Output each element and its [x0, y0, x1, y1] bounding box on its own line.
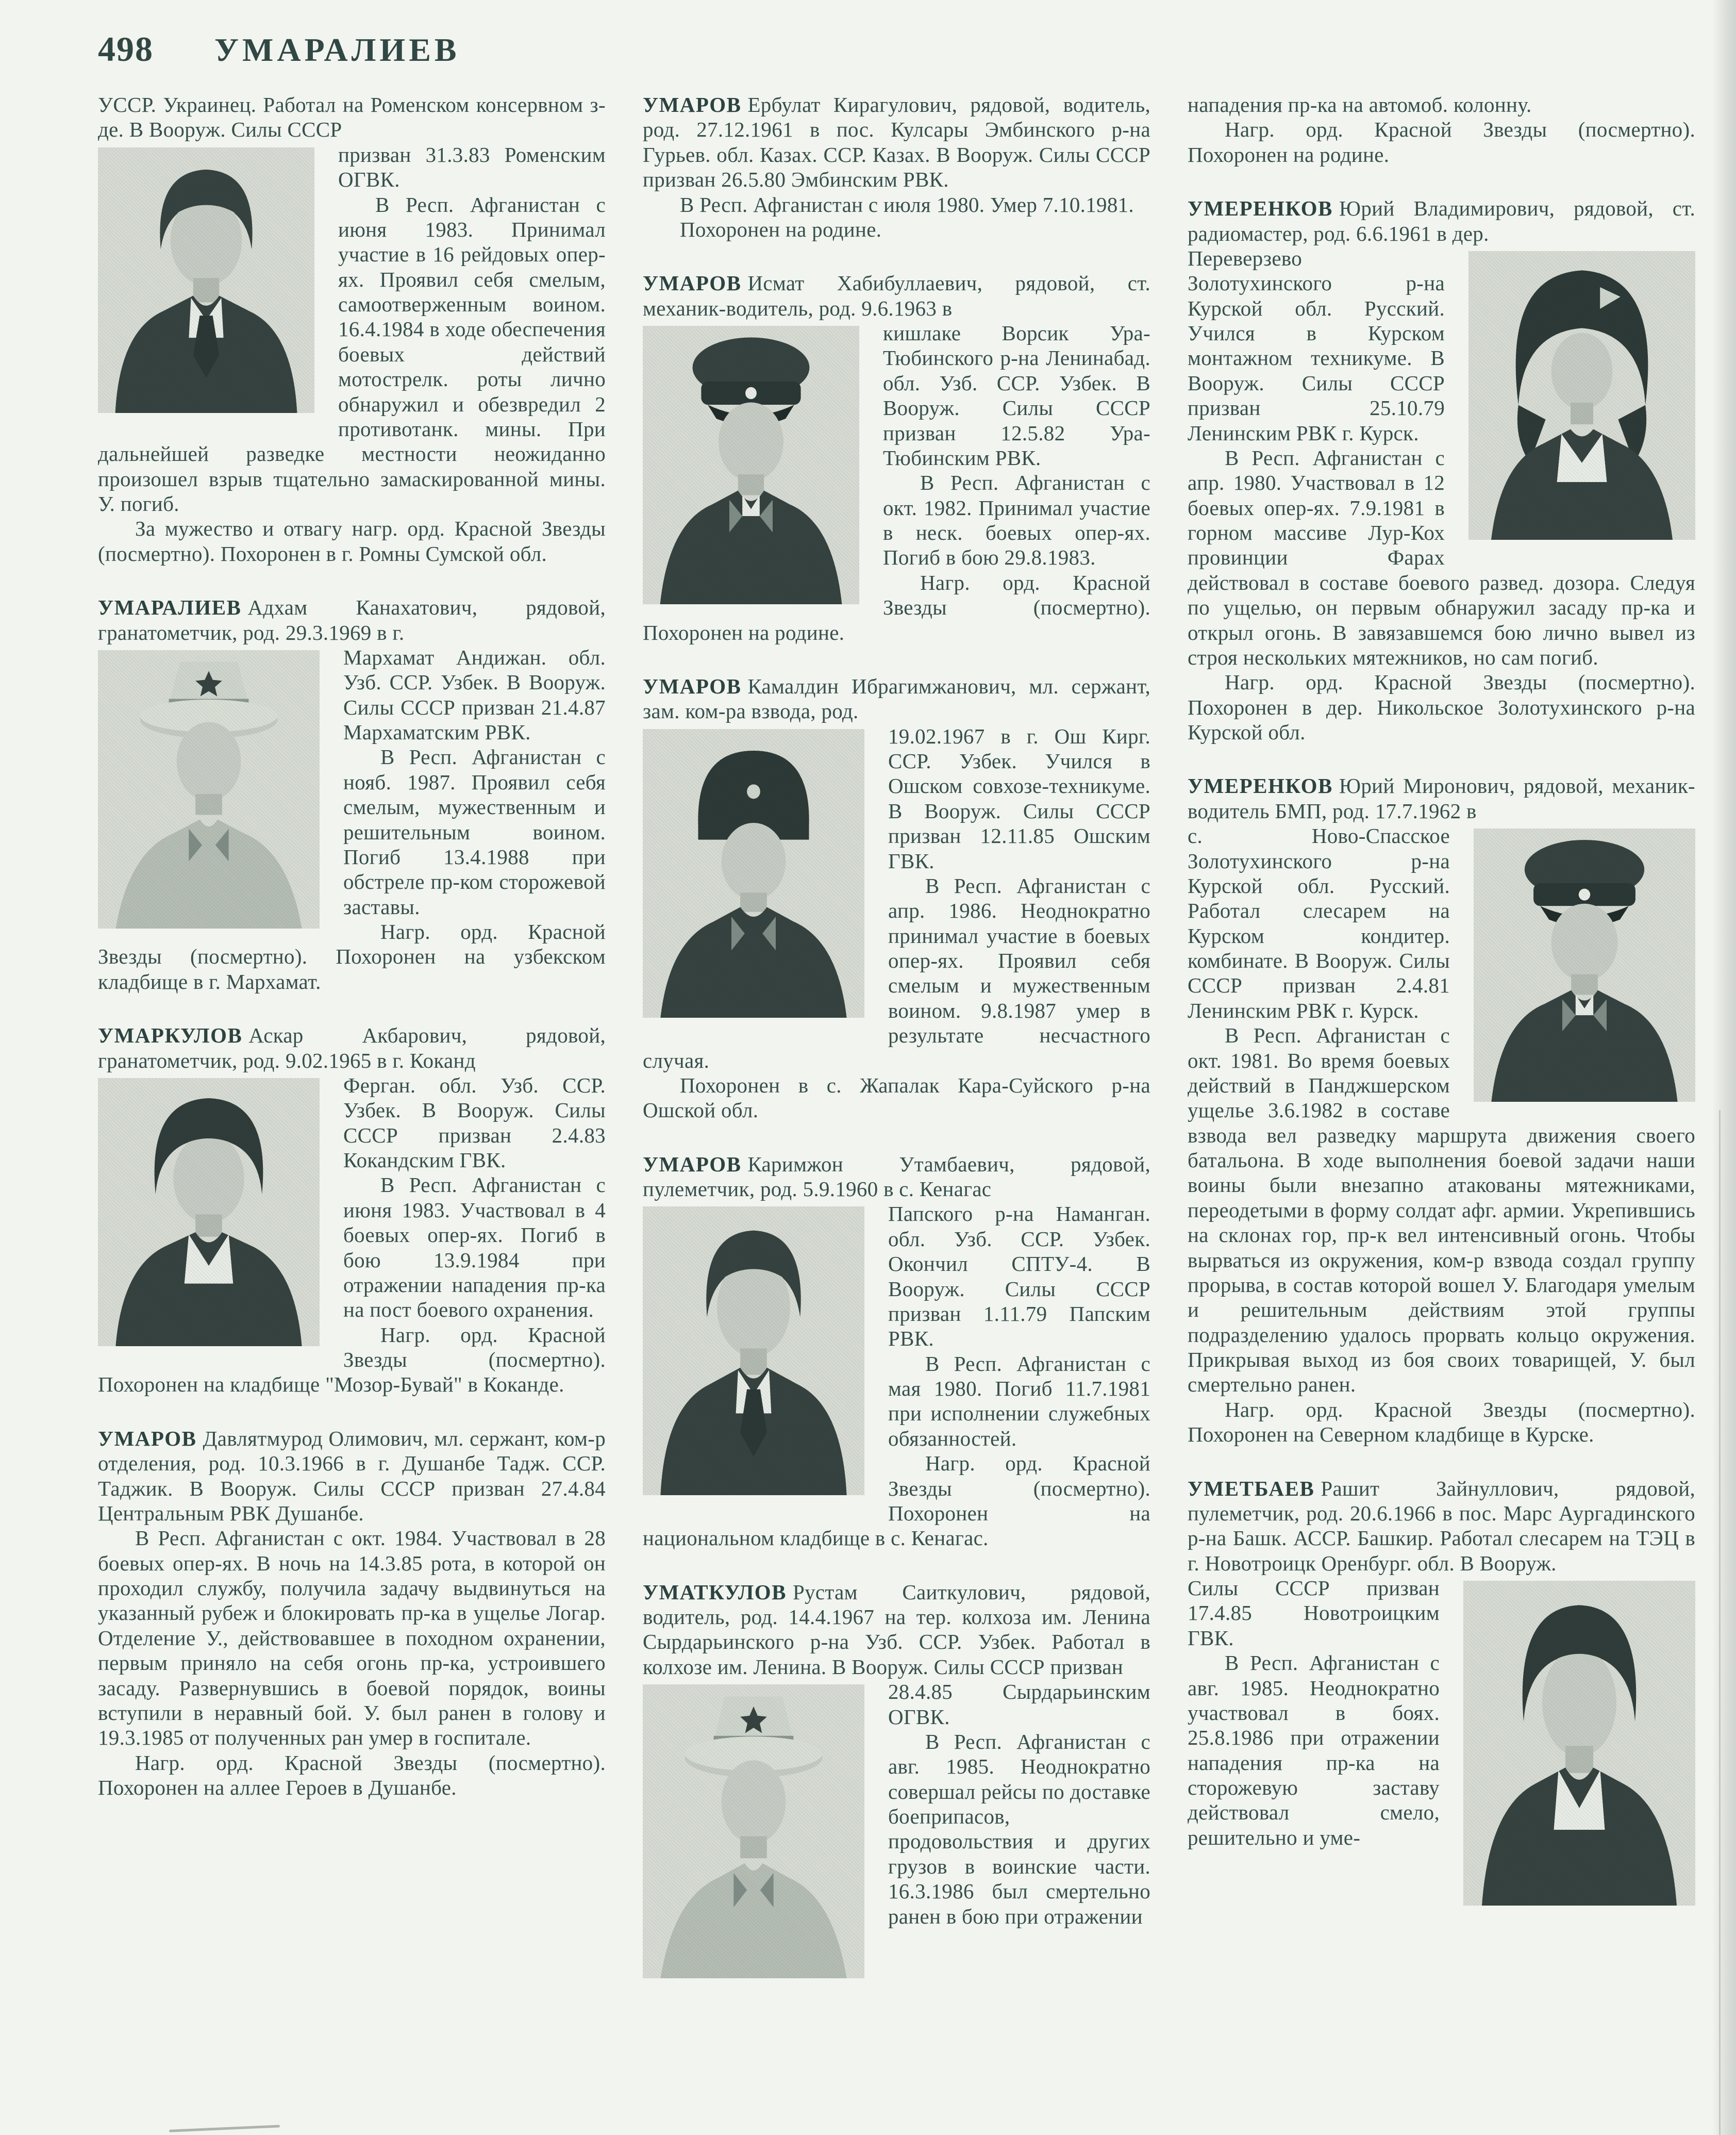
entry-paragraph: 28.4.85 Сырдарьинским ОГВК.	[888, 1680, 1150, 1729]
entry-surname: УМЕРЕНКОВ	[1188, 196, 1333, 221]
entry-lead-text: Юрий Миронович, рядовой, механик-водитель БМП, род. 17.7.1962 в	[1188, 774, 1695, 823]
entry-paragraph: В Респ. Афганистан с авг. 1985. Неоднократно совершал рейсы по доставке боеприпасов, продовольствия и других грузов в воинские части. 16.3.1986 был смертельно ранен в бою при отражении	[888, 1729, 1150, 1928]
scan-artifact-smudge	[169, 2125, 280, 2132]
entry-lead-text: Давлятмурод Олимович, мл. сержант, ком-р отделения, род. 10.3.1966 в г. Душанбе Тадж. ССР. Таджик. В Вооруж. Силы СССР призван 27.4.84 Центральным РВК Душанбе.	[98, 1426, 606, 1525]
entry-paragraph: Нагр. орд. Красной Звезды (посмертно). Похоронен на родине.	[1188, 118, 1695, 167]
entry-surname: УМЕРЕНКОВ	[1188, 774, 1333, 798]
entry-paragraph: Похоронен на родине.	[680, 217, 882, 241]
photo-portrait-suit	[98, 147, 314, 413]
entry-paragraph: с. Ново-Спасское Золотухинского р-на Курской обл. Русский. Работал слесарем на Курском кондитер. комбинате. В Вооруж. Силы СССР призван 2.4.81 Ленинским РВК г. Курск.	[1188, 824, 1450, 1022]
entry-heading	[98, 595, 606, 645]
entry-umarov-ismat	[643, 271, 1150, 645]
entry-paragraph: Похоронен в с. Жапалак Кара-Суйского р-на Ошской обл.	[643, 1073, 1150, 1122]
entry-umarkulov	[98, 1023, 606, 1397]
scan-page-edge-line	[1719, 1110, 1721, 2135]
entry-umerenkov-mironovich	[1188, 773, 1695, 1447]
entry-heading	[98, 1023, 606, 1073]
entry-paragraph: В Респ. Афганистан с окт. 1981. Во время боевых действий в Панджшерском ущелье 3.6.1982 в составе взвода вел разведку маршрута движения своего батальона. В ходе выполнения боевой задачи наши воины были внезапно атакованы мятежниками, переодетыми в форму солдат афг. армии. Укрепившись на склонах гор, пр-к вел интенсивный огонь. Чтобы вырваться из окружения, ком-р взвода создал группу прорыва, в состав которой вошел У. Благодаря умелым и решительным действиям этой группы подразделению удалось прорвать кольцо окружения. Прикрывая выход из боя своих товарищей, У. был смертельно ранен.	[1188, 1023, 1695, 1397]
photo-portrait-beret-badge	[1468, 251, 1695, 540]
entry-paragraph: Нагр. орд. Красной Звезды (посмертно). Похоронен в дер. Никольское Золотухинского р-на Курской обл.	[1188, 670, 1695, 744]
entry-umarov-kamaldin	[643, 674, 1150, 1123]
entry-surname: УМАТКУЛОВ	[643, 1580, 787, 1604]
photo-portrait-civilian-jacket	[1463, 1581, 1695, 1906]
entry-lead-text: Аскар Акбарович, рядовой, гранатометчик, род. 9.02.1965 в г. Коканд	[98, 1023, 606, 1072]
entry-lead-text: Адхам Канахатович, рядовой, гранатометчик, род. 29.3.1969 в г.	[98, 595, 606, 644]
entry-lead-text: Рашит Зайнуллович, рядовой, пулеметчик, род. 20.6.1966 в пос. Марс Аургадинского р-на Башк. АССР. Башкир. Работал слесарем на ТЭЦ в г. Новотроицк Оренбург. обл. В Вооруж.	[1188, 1476, 1695, 1575]
entry-heading	[643, 674, 1150, 724]
page-masthead	[98, 29, 1696, 70]
scan-page-edge-shadow	[1712, 0, 1736, 2135]
entry-heading	[643, 1580, 1150, 1680]
entry-lead-text: Ербулат Кирагулович, рядовой, водитель, род. 27.12.1961 в пос. Кулсары Эмбинского р-на Гурьев. обл. Казах. ССР. Казах. В Вооруж. Силы СССР призван 26.5.80 Эмбинским РВК.	[643, 93, 1150, 192]
entry-heading	[98, 92, 606, 142]
entry-paragraph: Нагр. орд. Красной Звезды (посмертно). Похоронен на узбекском кладбище в г. Мархамат.	[98, 920, 606, 994]
entry-paragraph: Нагр. орд. Красной Звезды (посмертно). Похоронен на аллее Героев в Душанбе.	[98, 1750, 606, 1799]
photo-portrait-panama-star	[643, 1684, 864, 1978]
entry-paragraph: За мужество и отвагу нагр. орд. Красной Звезды (посмертно). Похоронен в г. Ромны Сумской обл.	[98, 517, 606, 566]
photo-portrait-panama-star	[98, 650, 320, 929]
entry-heading	[643, 1152, 1150, 1202]
entry-paragraph: Мархамат Андижан. обл. Узб. ССР. Узбек. В Вооруж. Силы СССР призван 21.4.87 Мархаматским РВК.	[343, 645, 606, 744]
entry-umatkulov	[643, 1580, 1150, 1987]
entry-umarov-davlyatmurod	[98, 1426, 606, 1800]
entry-lead-text: Исмат Хабибуллаевич, рядовой, ст. механик-водитель, род. 9.6.1963 в	[643, 271, 1150, 320]
entry-lead-text: Рустам Саиткулович, рядовой, водитель, род. 14.4.1967 на тер. колхоза им. Ленина Сырдарьинского р-на Узб. ССР. Узбек. Работал в колхозе им. Ленина. В Вооруж. Силы СССР призван	[643, 1580, 1150, 1679]
column-2	[643, 92, 1150, 1987]
entry-surname: УМЕТБАЕВ	[1188, 1476, 1315, 1500]
photo-portrait-dark-hair	[98, 1078, 320, 1346]
entry-umatkulov-continuation	[1188, 92, 1695, 167]
photo-portrait-peaked-cap	[643, 326, 859, 604]
entry-paragraph: В Респ. Афганистан с мая 1980. Погиб 11.7.1981 при исполнении служебных обязанностей.	[888, 1351, 1150, 1450]
entry-umaraliev-cont	[98, 92, 606, 566]
entry-umaraliev-adham	[98, 595, 606, 994]
entry-surname: УМАРАЛИЕВ	[98, 595, 242, 620]
entry-heading	[1188, 773, 1695, 823]
entry-paragraph: кишлаке Ворсик Ура-Тюбинского р-на Ленинабад. обл. Узб. ССР. Узбек. В Вооруж. Силы СССР призван 12.5.82 Ура-Тюбинским РВК.	[883, 321, 1150, 470]
entry-paragraph: В Респ. Афганистан с апр. 1980. Участвовал в 12 боевых опер-ях. 7.9.1981 в горном массиве Лур-Кох провинции Фарах действовал в составе боевого развед. дозора. Следуя по ущелью, он первым обнаружил засаду пр-ка и открыл огонь. В завязавшемся бою лично вывел из строя нескольких мятежников, но сам погиб.	[1188, 445, 1695, 669]
entry-umerenkov-vladimirovich	[1188, 196, 1695, 744]
entry-paragraph: Папского р-на Наманган. обл. Узб. ССР. Узбек. Окончил СПТУ-4. В Вооруж. Силы СССР призван 1.11.79 Папским РВК.	[888, 1202, 1150, 1351]
entry-heading	[98, 1426, 606, 1526]
entry-paragraph: В Респ. Афганистан с июня 1983. Участвовал в 4 боевых опер-ях. Погиб в бою 13.9.1984 при отражении нападения пр-ка на пост боевого охранения.	[343, 1173, 606, 1322]
entry-surname: УМАРОВ	[643, 674, 742, 698]
photo-portrait-peaked-cap	[1474, 829, 1695, 1102]
entry-lead-text: Юрий Владимирович, рядовой, ст. радиомастер, род. 6.6.1961 в дер.	[1188, 196, 1695, 245]
entry-paragraph: В Респ. Афганистан с июля 1980. Умер 7.10.1981.	[680, 192, 1134, 217]
entry-paragraph: нападения пр-ка на автомоб. колонну.	[1188, 93, 1532, 117]
entry-paragraph: Силы СССР призван 17.4.85 Новотроицким ГВК.	[1188, 1576, 1440, 1650]
entry-heading	[1188, 1476, 1695, 1576]
columns	[98, 92, 1696, 1987]
entry-surname: УМАРОВ	[98, 1426, 197, 1450]
entry-surname: УМАРОВ	[643, 1152, 742, 1176]
entry-lead-text: УССР. Украинец. Работал на Роменском консервном з-де. В Вооруж. Силы СССР	[98, 93, 606, 142]
entry-heading	[643, 271, 1150, 321]
entry-surname: УМАРОВ	[643, 271, 742, 295]
entry-lead-text: Каримжон Утамбаевич, рядовой, пулеметчик, род. 5.9.1960 в с. Кенагас	[643, 1152, 1150, 1201]
entry-surname: УМАРОВ	[643, 93, 742, 117]
entry-umarov-karimzhon	[643, 1152, 1150, 1551]
entry-paragraph: В Респ. Афганистан с авг. 1985. Неоднократно участвовал в боях. 25.8.1986 при отражении нападения пр-ка на сторожевую заставу действовал смело, решительно и уме-	[1188, 1651, 1440, 1849]
page-title: УМАРАЛИЕВ	[214, 31, 460, 68]
entry-heading	[1188, 196, 1695, 246]
column-1	[98, 92, 606, 1987]
column-3	[1188, 92, 1695, 1987]
photo-portrait-mustache-suit	[643, 1206, 864, 1495]
entry-heading	[643, 92, 1150, 192]
entry-umarov-erbulat	[643, 92, 1150, 242]
entry-paragraph: Нагр. орд. Красной Звезды (посмертно). Похоронен на национальном кладбище в с. Кенагас.	[643, 1451, 1150, 1550]
entry-paragraph: В Респ. Афганистан с окт. 1982. Принимал участие в неск. боевых опер-ях. Погиб в бою 29.8.1983.	[883, 471, 1150, 570]
photo-portrait-ushanka	[643, 729, 864, 1018]
entry-paragraph: В Респ. Афганистан с июня 1983. Принимал участие в 16 рейдовых опер-ях. Проявил себя смелым, самоотверженным воином. 16.4.1984 в ходе обеспечения боевых действий мотострелк. роты лично обнаружил и обезвредил 2 противотанк. мины. При дальнейшей разведке местности неожиданно произошел взрыв тщательно замаскированной мины. У. погиб.	[98, 192, 606, 516]
page-number: 498	[98, 29, 154, 69]
entry-paragraph: Нагр. орд. Красной Звезды (посмертно). Похоронен на родине.	[643, 570, 1150, 644]
entry-surname: УМАРКУЛОВ	[98, 1023, 243, 1048]
entry-umetbaev	[1188, 1476, 1695, 1914]
entry-paragraph: В Респ. Афганистан с окт. 1984. Участвовал в 28 боевых опер-ях. В ночь на 14.3.85 рота, в которой он проходил службу, получила задачу выдвинуться на указанный рубеж и блокировать пр-ка в ущелье Логар. Отделение У., действовавшее в походном охранении, первым приняло на себя огонь пр-ка, устроившего засаду. Развернувшись в боевой порядок, воины вступили в неравный бой. У. был ранен в голову и 19.3.1985 от полученных ран умер в госпитале.	[98, 1526, 606, 1750]
entry-paragraph: Нагр. орд. Красной Звезды (посмертно). Похоронен на кладбище "Мозор-Бувай" в Коканде.	[98, 1322, 606, 1397]
entry-paragraph: Нагр. орд. Красной Звезды (посмертно). Похоронен на Северном кладбище в Курске.	[1188, 1397, 1695, 1447]
entry-lead-text: Камалдин Ибрагимжанович, мл. сержант, зам. ком-ра взвода, род.	[643, 674, 1150, 723]
entry-paragraph: В Респ. Афганистан с апр. 1986. Неоднократно принимал участие в боевых опер-ях. Проявил себя смелым и мужественным воином. 9.8.1987 умер в результате несчастного случая.	[643, 873, 1150, 1072]
entry-paragraph: Ферган. обл. Узб. ССР. Узбек. В Вооруж. Силы СССР призван 2.4.83 Кокандским ГВК.	[343, 1073, 606, 1172]
entry-paragraph: 19.02.1967 в г. Ош Кирг. ССР. Узбек. Учился в Ошском совхозе-техникуме. В Вооруж. Силы СССР призван 12.11.85 Ошским ГВК.	[888, 724, 1150, 873]
entry-paragraph: Переверзево Золотухинского р-на Курской обл. Русский. Учился в Курском монтажном техникуме. В Вооруж. Силы СССР призван 25.10.79 Ленинским РВК г. Курск.	[1188, 246, 1445, 445]
entry-paragraph: В Респ. Афганистан с нояб. 1987. Проявил себя смелым, мужественным и решительным воином. Погиб 13.4.1988 при обстреле пр-ком сторожевой заставы.	[343, 745, 606, 919]
entry-paragraph: призван 31.3.83 Роменским ОГВК.	[338, 142, 606, 192]
